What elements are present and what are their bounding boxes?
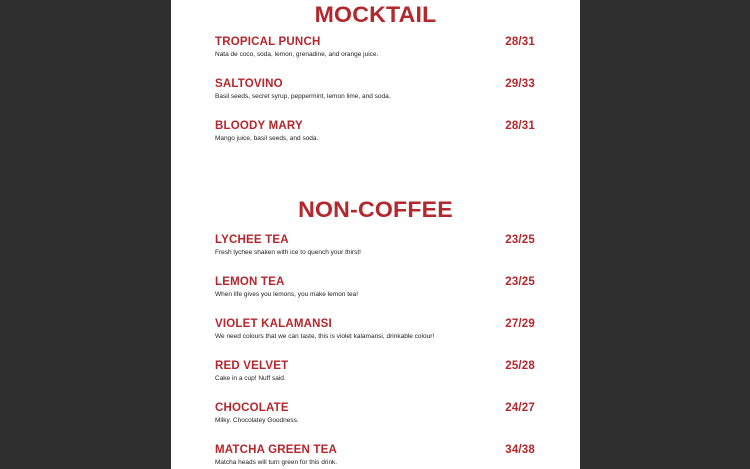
item-name: LEMON TEA <box>215 276 285 288</box>
item-description: Milky. Chocolatey Goodness. <box>215 417 299 424</box>
menu-item-lychee-tea <box>215 233 535 258</box>
item-price: 25/28 <box>505 360 535 372</box>
menu-item-matcha-green-tea <box>215 443 535 468</box>
menu-page[interactable] <box>171 0 580 469</box>
item-description: We need colours that we can taste, this is violet kalamansi, drinkable colour! <box>215 333 435 340</box>
menu-item-tropical-punch <box>215 35 535 60</box>
item-name: SALTOVINO <box>215 78 283 90</box>
item-description: Nata de coco, soda, lemon, grenadine, and orange juice. <box>215 51 379 58</box>
item-price: 27/29 <box>505 318 535 330</box>
item-name: CHOCOLATE <box>215 402 289 414</box>
item-price: 29/33 <box>505 78 535 90</box>
item-name: VIOLET KALAMANSI <box>215 318 332 330</box>
menu-item-red-velvet <box>215 359 535 384</box>
item-description: Mango juice, basil seeds, and soda. <box>215 135 319 142</box>
menu-item-lemon-tea <box>215 275 535 300</box>
item-price: 28/31 <box>505 36 535 48</box>
menu-item-violet-kalamansi <box>215 317 535 342</box>
item-name: BLOODY MARY <box>215 120 303 132</box>
item-description: Cake in a cup! Nuff said. <box>215 375 286 382</box>
item-name: MATCHA GREEN TEA <box>215 444 338 456</box>
item-price: 23/25 <box>505 234 535 246</box>
item-description: Basil seeds, secret syrup, peppermint, lemon lime, and soda. <box>215 93 391 100</box>
menu-item-bloody-mary <box>215 119 535 144</box>
menu-item-chocolate <box>215 401 535 426</box>
item-name: LYCHEE TEA <box>215 234 289 246</box>
section-title-non-coffee: NON-COFFEE <box>298 197 453 222</box>
item-name: RED VELVET <box>215 360 289 372</box>
item-description: Fresh lychee shaken with ice to quench your thirst! <box>215 249 361 256</box>
item-price: 24/27 <box>505 402 535 414</box>
item-price: 23/25 <box>505 276 535 288</box>
item-description: When life gives you lemons, you make lemon tea! <box>215 291 359 298</box>
menu-item-saltovino <box>215 77 535 102</box>
item-price: 28/31 <box>505 120 535 132</box>
item-price: 34/38 <box>505 444 535 456</box>
item-name: TROPICAL PUNCH <box>215 36 321 48</box>
item-description: Matcha heads will turn green for this drink. <box>215 459 338 466</box>
section-title-mocktail: MOCKTAIL <box>314 2 437 27</box>
